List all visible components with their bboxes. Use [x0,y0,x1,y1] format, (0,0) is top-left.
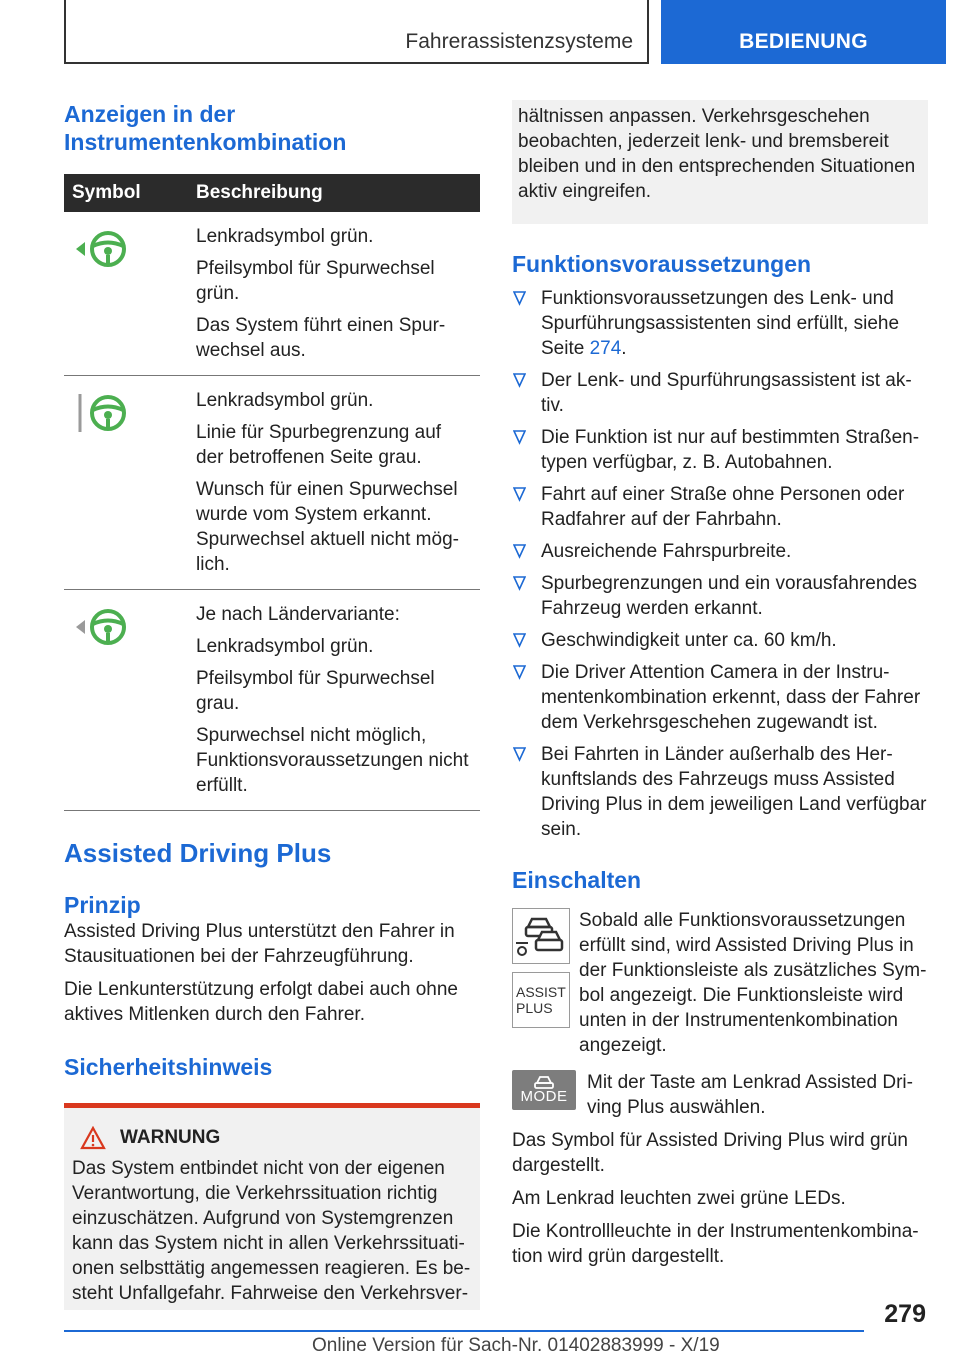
requirement-text: Die Driver Attention Camera in der Instrumentenkombination erkennt, dass der Fahrer dem Verkehrsgeschehen zugewandt ist. [541,662,921,733]
table-header-row [64,174,480,212]
bullet-triangle-icon [513,372,526,388]
assist-icon-line1: ASSIST [516,984,566,1000]
warning-box [64,1103,480,1310]
table-cell-symbol [64,590,188,811]
table-row [64,376,480,590]
requirement-text: Geschwindigkeit unter ca. 60 km/h. [541,630,837,651]
switch-on-text-1: Sobald alle Funktionsvoraussetzungen erfüllt sind, wird Assisted Driving Plus in der Funktionsleiste als zusätzliches Symbol angezeigt. Die Funktionsleiste wird unten in der Instrumentenkombination angezeigt. [579,910,927,1056]
symbol-table [64,174,480,811]
warning-continuation-box [512,100,928,224]
warning-continuation-text: hältnissen anpassen. Verkehrsgeschehen beobachten, jederzeit lenk- und bremsbereit bleiben und in den entsprechenden Situationen aktiv eingreifen. [518,106,916,202]
assist-icon-line2: PLUS [516,1000,553,1016]
table-cell-symbol [64,212,188,376]
list-item [512,742,928,842]
header-section-title: Fahrerassistenzsysteme [405,30,633,53]
warning-label: WARNUNG [120,1127,221,1148]
requirement-text: Spurbegrenzungen und ein vorausfahrendes Fahrzeug werden erkannt. [541,573,918,619]
display-section-title: Anzeigen in der Instrumentenkombination [64,101,347,155]
bullet-triangle-icon [513,429,526,445]
switch-on-title: Einschalten [512,867,642,893]
mode-label: MODE [520,1088,568,1105]
principle-paragraph-1: Assisted Driving Plus unterstützt den Fahrer in Stausituationen bei der Fahrzeugführung. [64,921,455,967]
bullet-triangle-icon [513,664,526,680]
warning-header [80,1126,472,1150]
row3-line2: Lenkradsymbol grün. [196,636,374,657]
list-item [512,660,928,735]
row1-line1: Lenkradsymbol grün. [196,226,374,247]
switch-on-paragraph-2: Am Lenkrad leuchten zwei grüne LEDs. [512,1188,846,1209]
table-header-symbol: Symbol [64,174,188,212]
requirement-text: Die Funktion ist nur auf bestimmten Straßentypen verfügbar, z. B. Autobahnen. [541,427,920,473]
page-number: 279 [884,1300,926,1328]
requirement-text: Bei Fahrten in Länder außerhalb des Herkunftslands des Fahrzeugs muss Assisted Driving Plus in dem jeweiligen Land verfügbar sein. [541,744,927,840]
requirements-list [512,286,928,842]
header-section-box [64,0,649,64]
right-column [512,100,928,1269]
row2-line1: Lenkradsymbol grün. [196,390,374,411]
requirement-text: Funktionsvoraussetzungen des Lenk- und Spurführungsassistenten sind erfüllt, siehe Seite [541,288,900,359]
bullet-triangle-icon [513,486,526,502]
footer-divider [64,1330,864,1332]
traffic-jam-cars-icon-graphic [514,913,568,959]
switch-on-text-2: Mit der Taste am Lenkrad Assisted Driving Plus auswählen. [587,1072,913,1118]
requirement-text-end: . [621,338,627,359]
mode-button-row [512,1070,928,1120]
bullet-triangle-icon [513,575,526,591]
requirement-text: Der Lenk- und Spurführungsassistent ist aktiv. [541,370,912,416]
principle-title: Prinzip [64,892,141,918]
car-icon [533,1075,555,1089]
steering-wheel-lane-line-grey-icon [72,392,132,434]
switch-on-paragraph-3: Die Kontrollleuchte in der Instrumentenkombination wird grün dargestellt. [512,1221,919,1267]
traffic-jam-cars-icon [512,908,570,964]
table-cell-description [188,590,480,811]
list-item [512,482,928,532]
list-item [512,571,928,621]
icon-stack [512,908,578,1058]
header-chapter-tab[interactable] [661,0,946,64]
bullet-triangle-icon [513,543,526,559]
footer-online-version: Online Version für Sach-Nr. 01402883999 - X/19 [312,1335,720,1356]
row1-line2: Pfeilsymbol für Spurwechsel grün. [196,258,435,304]
page-link-274[interactable]: 274 [589,338,622,359]
table-cell-description [188,212,480,376]
header-chapter-label: BEDIENUNG [739,30,868,53]
switch-on-paragraph-1: Das Symbol für Assisted Driving Plus wird grün dargestellt. [512,1130,908,1176]
steering-wheel-arrow-left-green-icon [72,228,132,270]
list-item [512,425,928,475]
requirements-title: Funktionsvoraussetzungen [512,251,812,277]
row1-line3: Das System führt einen Spurwechsel aus. [196,315,446,361]
bullet-triangle-icon [513,746,526,762]
list-item [512,628,928,653]
list-item [512,368,928,418]
table-cell-symbol [64,376,188,590]
requirement-text: Fahrt auf einer Straße ohne Personen oder Radfahrer auf der Fahrbahn. [541,484,905,530]
assist-symbol-row [512,908,928,1058]
principle-paragraph-2: Die Lenkunterstützung erfolgt dabei auch ohne aktives Mitlenken durch den Fahrer. [64,979,458,1025]
bullet-triangle-icon [513,290,526,306]
list-item [512,539,928,564]
row3-line4: Spurwechsel nicht möglich, Funktionsvoraussetzungen nicht erfüllt. [196,725,469,796]
left-column [64,100,480,1310]
row2-line3: Wunsch für einen Spurwechsel wurde vom System erkannt. Spurwechsel aktuell nicht möglich. [196,479,459,575]
mode-icon-wrap [512,1070,587,1120]
table-row [64,590,480,811]
table-cell-description [188,376,480,590]
steering-wheel-arrow-left-grey-icon [72,606,132,648]
table-header-description: Beschreibung [188,174,480,212]
list-item [512,286,928,361]
assist-plus-icon [512,972,570,1028]
bullet-triangle-icon [513,632,526,648]
row3-line1: Je nach Ländervariante: [196,604,400,625]
adp-section-title: Assisted Driving Plus [64,838,332,868]
requirement-text: Ausreichende Fahrspurbreite. [541,541,792,562]
row3-line3: Pfeilsymbol für Spurwechsel grau. [196,668,435,714]
table-row [64,212,480,376]
mode-button-icon [512,1070,576,1110]
safety-title: Sicherheitshinweis [64,1054,273,1080]
warning-text: Das System entbindet nicht von der eigenen Verantwortung, die Verkehrssituation richtig einzuschätzen. Aufgrund von Systemgrenzen kann das System nicht in allen Verkehrssituationen selbsttätig angemessen reagieren. Es besteht Unfallgefahr. Fahrweise den Verkehrsver- [72,1158,471,1304]
row2-line2: Linie für Spurbegrenzung auf der betroffenen Seite grau. [196,422,442,468]
warning-triangle-icon [80,1126,106,1150]
